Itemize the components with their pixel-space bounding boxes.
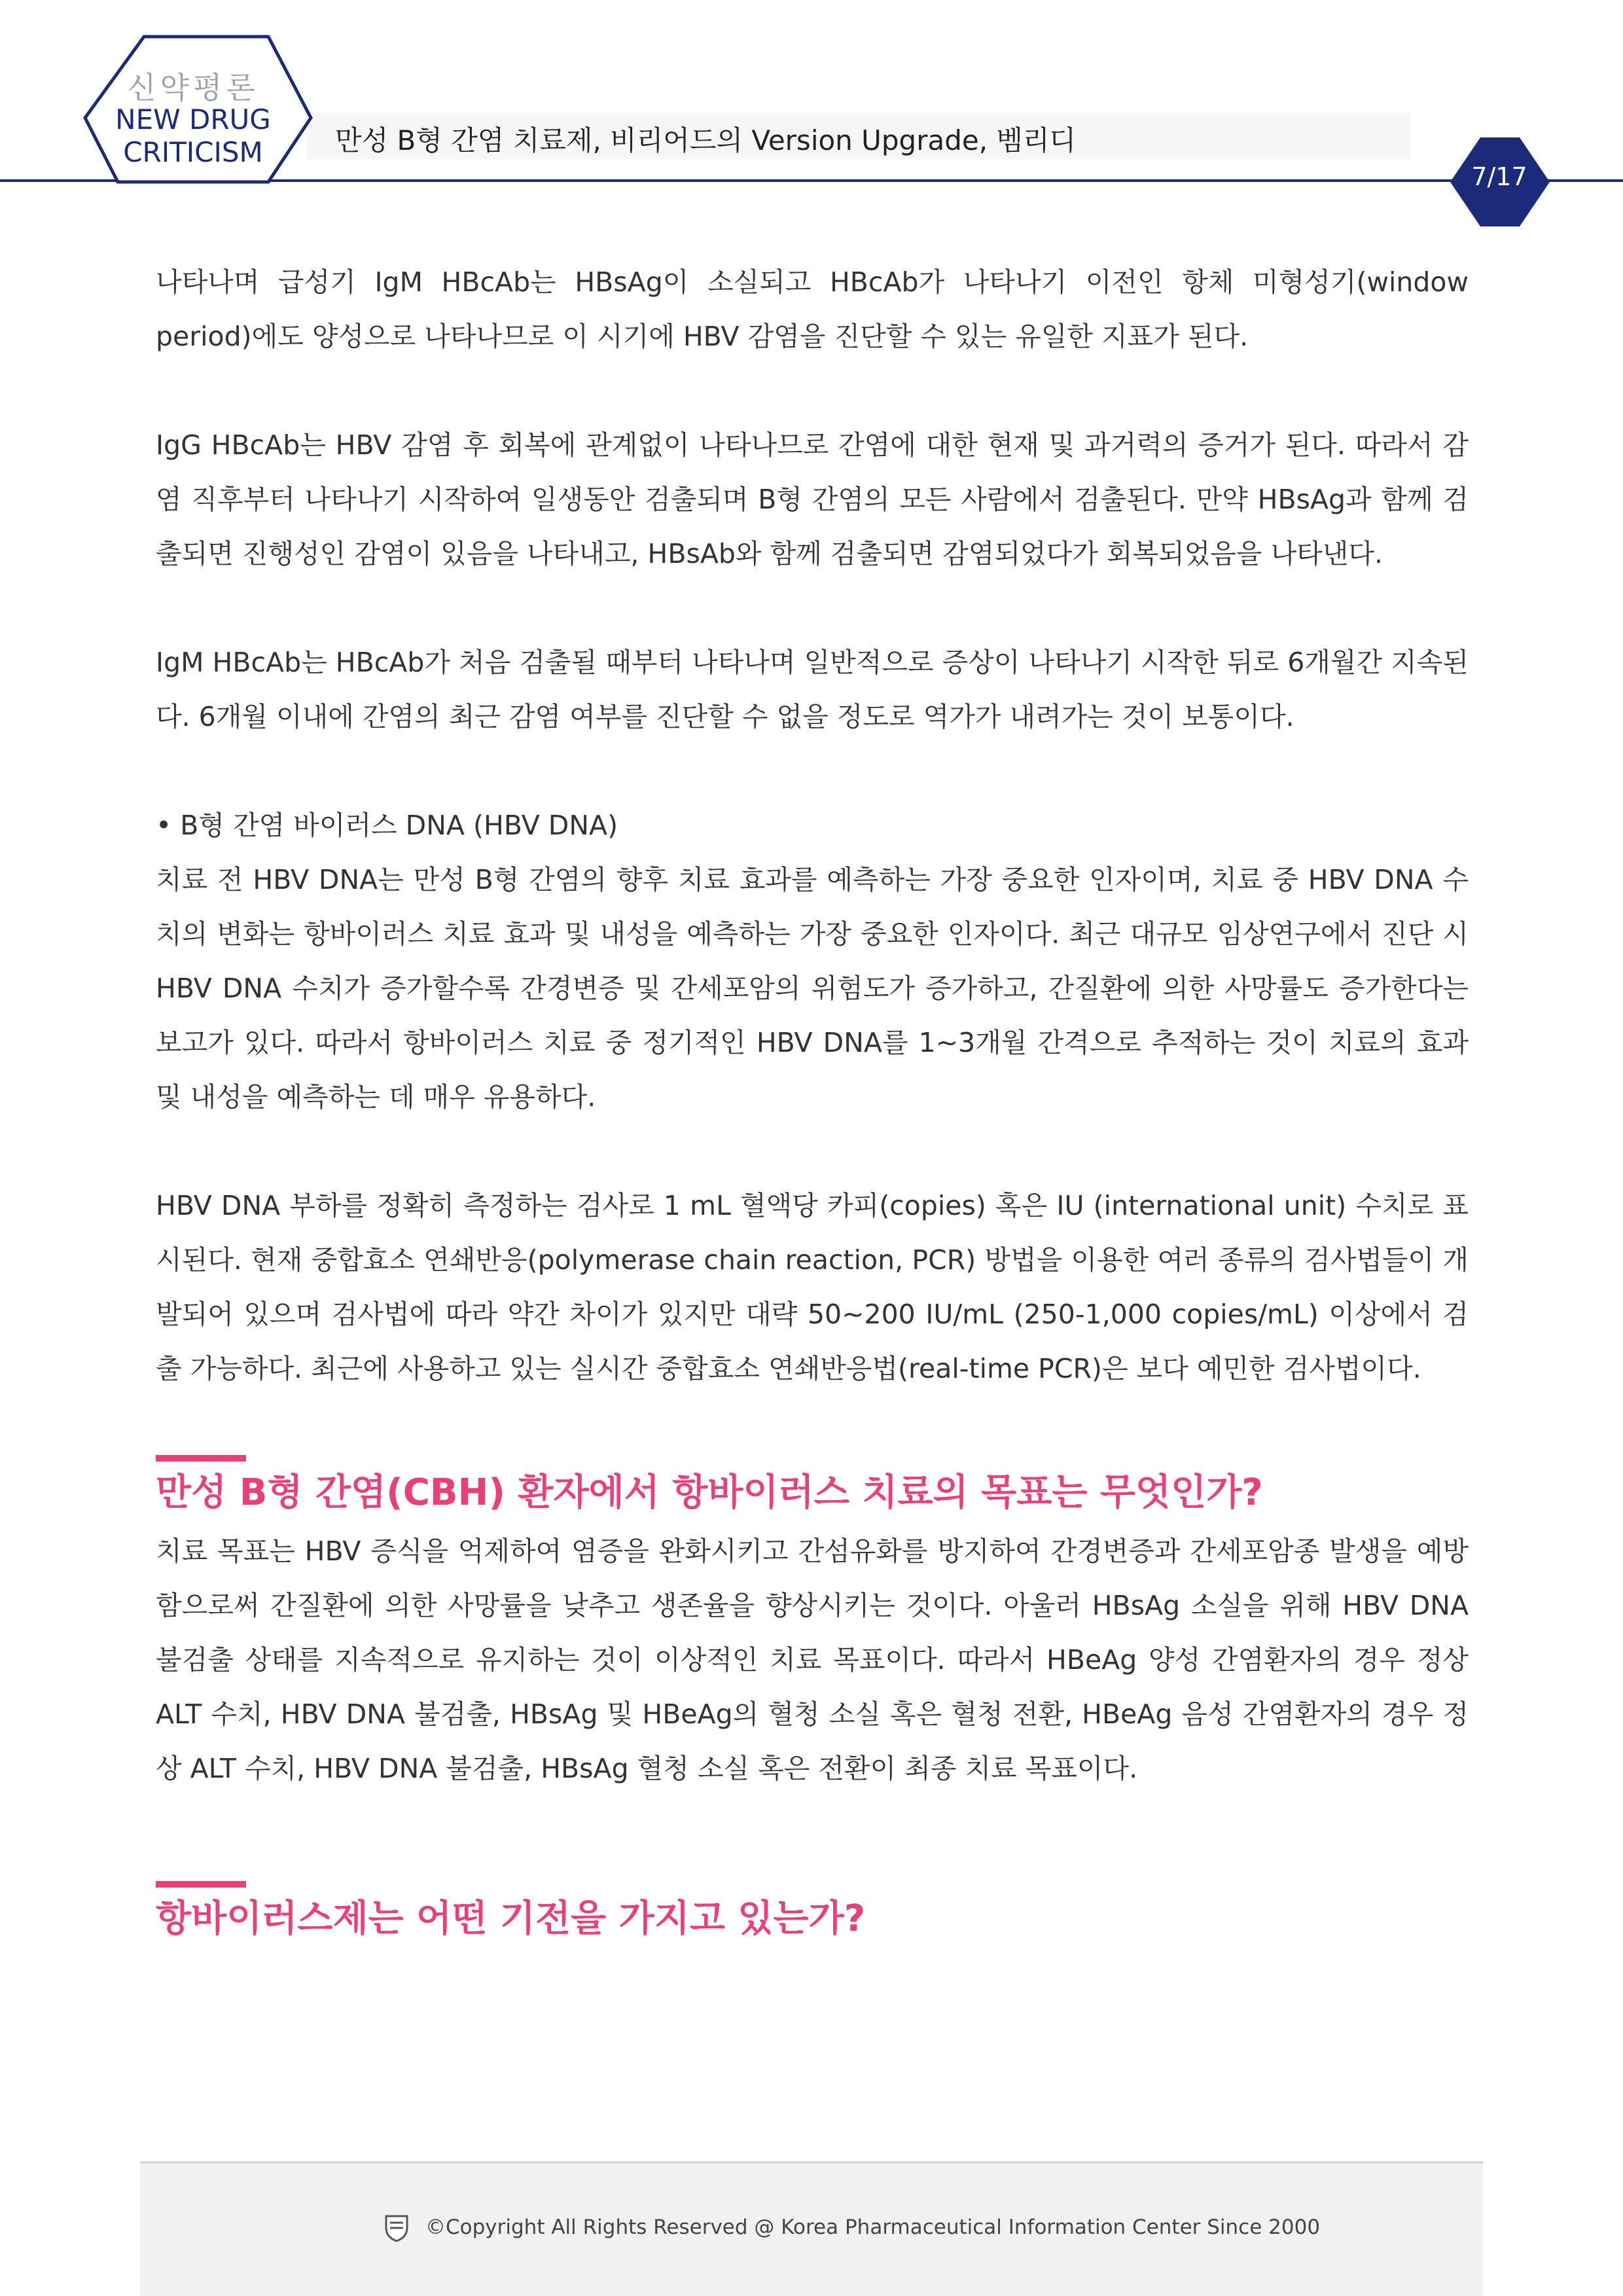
brand-english-line1: NEW DRUG (115, 103, 271, 135)
bullet-heading: • B형 간염 바이러스 DNA (HBV DNA) (156, 810, 618, 841)
shield-logo-icon (383, 2214, 410, 2242)
paragraph: 치료 전 HBV DNA는 만성 B형 간염의 향후 치료 효과를 예측하는 가장 중요한 인자이며, 치료 중 HBV DNA 수치의 변화는 항바이러스 치료 효과 및 내성을 예측하는 가장 중요한 인자이다. 최근 대규모 임상연구에서 진단 시 HBV DNA 수치가 증가할수록 간경변증 및 간세포암의 위험도가 증가하고, 간질환에 의한 사망률도 증가한다는 보고가 있다. 따라서 항바이러스 치료 중 정기적인 HBV DNA를 1~3개월 간격으로 추적하는 것이 치료의 효과 및 내성을 예측하는 데 매우 유용하다. (156, 864, 1469, 1113)
paragraph: 나타나며 급성기 IgM HBcAb는 HBsAg이 소실되고 HBcAb가 나타나기 이전인 항체 미형성기(window period)에도 양성으로 나타나므로 이 시기에 HBV 감염을 진단할 수 있는 유일한 지표가 된다. (156, 266, 1469, 352)
paragraph: 치료 목표는 HBV 증식을 억제하여 염증을 완화시키고 간섬유화를 방지하여 간경변증과 간세포암종 발생을 예방함으로써 간질환에 의한 사망률을 낮추고 생존율을 향상시키는 것이다. 아울러 HBsAg 소실을 위해 HBV DNA 불검출 상태를 지속적으로 유지하는 것이 이상적인 치료 목표이다. 따라서 HBeAg 양성 간염환자의 경우 정상 ALT 수치, HBV DNA 불검출, HBsAg 및 HBeAg의 혈청 소실 혹은 혈청 전환, HBeAg 음성 간염환자의 경우 정상 ALT 수치, HBV DNA 불검출, HBsAg 혈청 소실 혹은 전환이 최종 치료 목표이다. (156, 1535, 1469, 1784)
main-content (156, 255, 1469, 1950)
paragraph: IgG HBcAb는 HBV 감염 후 회복에 관계없이 나타나므로 간염에 대한 현재 및 과거력의 증거가 된다. 따라서 감염 직후부터 나타나기 시작하여 일생동안 검출되며 B형 간염의 모든 사람에서 검출된다. 만약 HBsAg과 함께 검출되면 진행성인 감염이 있음을 나타내고, HBsAb와 함께 검출되면 감염되었다가 회복되었음을 나타낸다. (156, 429, 1469, 569)
document-title: 만성 B형 간염 치료제, 비리어드의 Version Upgrade, 벰리디 (335, 124, 1077, 156)
brand-english-line2: CRITICISM (123, 136, 263, 168)
page-number: 7/17 (1471, 162, 1527, 191)
section-accent-bar (156, 1881, 246, 1888)
paragraph: IgM HBcAb는 HBcAb가 처음 검출될 때부터 나타나며 일반적으로 증상이 나타나기 시작한 뒤로 6개월간 지속된다. 6개월 이내에 간염의 최근 감염 여부를 진단할 수 없을 정도로 역가가 내려가는 것이 보통이다. (156, 647, 1469, 732)
section-title: 만성 B형 간염(CBH) 환자에서 항바이러스 치료의 목표는 무엇인가? (156, 1471, 1263, 1514)
section-accent-bar (156, 1455, 246, 1462)
paragraph: HBV DNA 부하를 정확히 측정하는 검사로 1 mL 혈액당 카피(copies) 혹은 IU (international unit) 수치로 표시된다. 현재 중합효소 연쇄반응(polymerase chain reaction, PCR) 방법을 이용한 여러 종류의 검사법들이 개발되어 있으며 검사법에 따라 약간 차이가 있지만 대략 50~200 IU/mL (250-1,000 copies/mL) 이상에서 검출 가능하다. 최근에 사용하고 있는 실시간 중합효소 연쇄반응법(real-time PCR)은 보다 예민한 검사법이다. (156, 1190, 1469, 1384)
copyright-text: ©Copyright All Rights Reserved @ Korea Pharmaceutical Information Center Since 2000 (425, 2215, 1321, 2239)
brand-korean: 신약평론 (127, 70, 259, 105)
section-title: 항바이러스제는 어떤 기전을 가지고 있는가? (156, 1897, 866, 1940)
brand-english (85, 103, 301, 169)
